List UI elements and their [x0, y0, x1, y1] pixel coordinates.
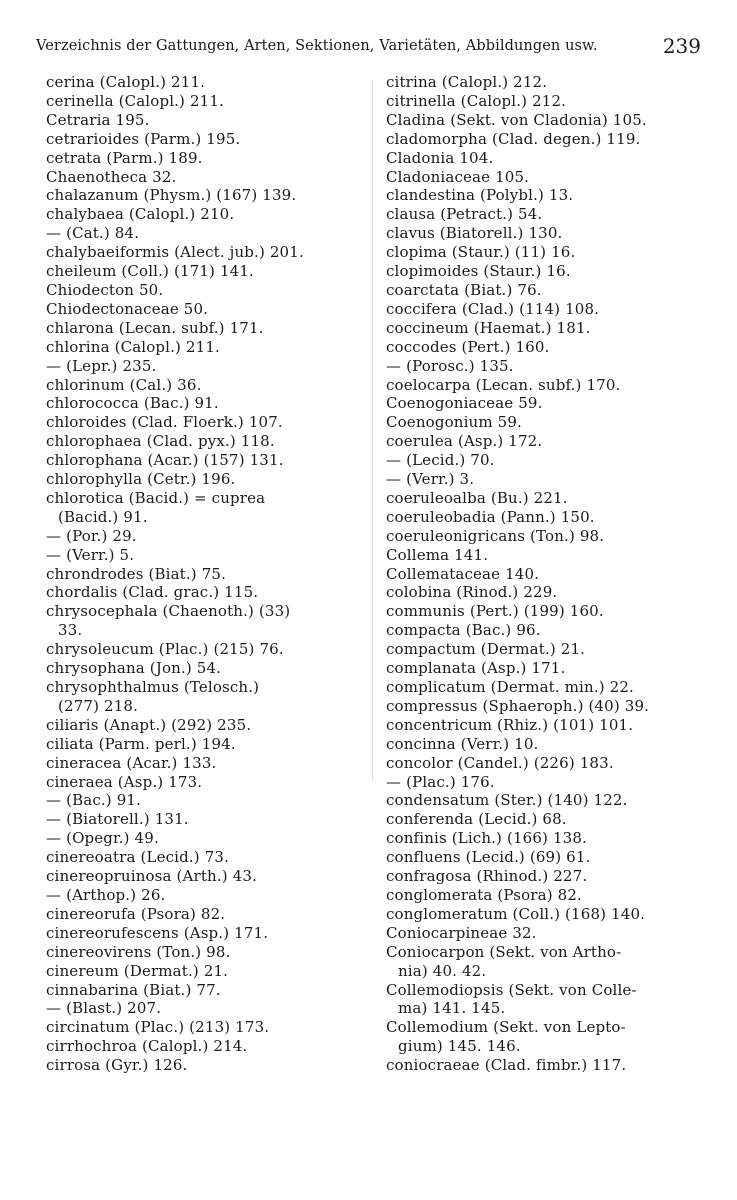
index-entry: nia) 40. 42.	[398, 961, 487, 980]
index-entry: compactum (Dermat.) 21.	[386, 640, 586, 659]
index-entry: ciliata (Parm. perl.) 194.	[46, 734, 236, 753]
index-entry: Coenogonium 59.	[386, 413, 522, 432]
page-header	[36, 34, 701, 60]
index-entry: colobina (Rinod.) 229.	[386, 583, 558, 602]
index-entry: — (Bac.) 91.	[46, 791, 142, 810]
index-entry: cetrarioides (Parm.) 195.	[46, 129, 241, 148]
index-entry: coelocarpa (Lecan. subf.) 170.	[386, 375, 621, 394]
index-entry: cinereopruinosa (Arth.) 43.	[46, 867, 257, 886]
index-entry: communis (Pert.) (199) 160.	[386, 602, 604, 621]
index-entry: (Bacid.) 91.	[58, 507, 148, 526]
index-entry: Cladina (Sekt. von Cladonia) 105.	[386, 110, 647, 129]
index-entry: chloroides (Clad. Floerk.) 107.	[46, 413, 283, 432]
index-entry: ma) 141. 145.	[398, 999, 506, 1018]
index-entry: chrysoleucum (Plac.) (215) 76.	[46, 640, 284, 659]
index-entry: coeruleoalba (Bu.) 221.	[386, 488, 568, 507]
index-entry: — (Por.) 29.	[46, 526, 137, 545]
index-entry: chrysophthalmus (Telosch.)	[46, 678, 260, 696]
index-entry: citrinella (Calopl.) 212.	[386, 91, 567, 110]
index-entry: chlorococca (Bac.) 91.	[46, 394, 219, 413]
index-entry: clandestina (Polybl.) 13.	[386, 186, 574, 205]
index-entry: chrondrodes (Biat.) 75.	[46, 564, 227, 583]
index-entry: coccifera (Clad.) (114) 108.	[386, 299, 600, 318]
index-entry: Collemodiopsis (Sekt. von Colle-	[386, 980, 637, 999]
index-entry: — (Plac.) 176.	[386, 772, 495, 791]
index-entry: coeruleonigricans (Ton.) 98.	[386, 526, 605, 545]
running-header-title: Verzeichnis der Gattungen, Arten, Sektionen, Varietäten, Abbildungen usw.	[36, 38, 598, 54]
index-entry: chlorotica (Bacid.) = cuprea	[46, 488, 266, 507]
index-entry: conglomeratum (Coll.) (168) 140.	[386, 904, 646, 923]
index-entry: Collema 141.	[386, 545, 489, 564]
index-entry: cinnabarina (Biat.) 77.	[46, 980, 221, 999]
index-entry: chlorophaea (Clad. pyx.) 118.	[46, 432, 275, 451]
index-entry: citrina (Calopl.) 212.	[386, 73, 548, 91]
page-number: 239	[662, 34, 701, 58]
index-entry: gium) 145. 146.	[398, 1037, 521, 1056]
index-entry: cirrosa (Gyr.) 126.	[46, 1056, 188, 1075]
index-column-right	[386, 73, 702, 1075]
index-entry: — (Porosc.) 135.	[386, 356, 514, 375]
index-entry: Cladonia 104.	[386, 148, 494, 167]
index-entry: Coenogoniaceae 59.	[386, 394, 543, 413]
index-entry: condensatum (Ster.) (140) 122.	[386, 791, 628, 810]
index-entry: coerulea (Asp.) 172.	[386, 432, 543, 451]
index-column-left	[46, 73, 364, 1075]
index-entry: Chaenotheca 32.	[46, 167, 177, 186]
index-entry: complicatum (Dermat. min.) 22.	[386, 678, 634, 696]
index-entry: — (Lecid.) 70.	[386, 451, 495, 470]
column-divider	[372, 80, 373, 780]
index-entry: chalybaea (Calopl.) 210.	[46, 205, 235, 224]
index-entry: clavus (Biatorell.) 130.	[386, 224, 563, 243]
index-entry: cinereum (Dermat.) 21.	[46, 961, 229, 980]
index-entry: cheileum (Coll.) (171) 141.	[46, 262, 254, 281]
index-entry: chalazanum (Physm.) (167) 139.	[46, 186, 297, 205]
index-entry: — (Blast.) 207.	[46, 999, 162, 1018]
index-entry: confluens (Lecid.) (69) 61.	[386, 848, 591, 867]
index-entry: Coniocarpon (Sekt. von Artho-	[386, 942, 622, 961]
index-entry: confragosa (Rhinod.) 227.	[386, 867, 588, 886]
index-entry: chlorinum (Cal.) 36.	[46, 375, 202, 394]
index-entry: Collemataceae 140.	[386, 564, 540, 583]
index-entry: chrysocephala (Chaenoth.) (33)	[46, 602, 291, 621]
index-entry: cinereorufa (Psora) 82.	[46, 904, 226, 923]
index-entry: confinis (Lich.) (166) 138.	[386, 829, 587, 848]
index-entry: — (Verr.) 3.	[386, 470, 475, 489]
index-entry: Collemodium (Sekt. von Lepto-	[386, 1018, 626, 1037]
index-entry: coeruleobadia (Pann.) 150.	[386, 507, 595, 526]
index-entry: — (Lepr.) 235.	[46, 356, 157, 375]
index-entry: cinereovirens (Ton.) 98.	[46, 942, 231, 961]
index-entry: — (Biatorell.) 131.	[46, 810, 189, 829]
index-entry: cirrhochroa (Calopl.) 214.	[46, 1037, 248, 1056]
index-entry: compacta (Bac.) 96.	[386, 621, 541, 640]
index-entry: cinereorufescens (Asp.) 171.	[46, 923, 269, 942]
index-entry: coarctata (Biat.) 76.	[386, 280, 542, 299]
index-entry: ciliaris (Anapt.) (292) 235.	[46, 715, 252, 734]
index-entry: (277) 218.	[58, 696, 139, 715]
index-entry: cerinella (Calopl.) 211.	[46, 91, 224, 110]
index-entry: concentricum (Rhiz.) (101) 101.	[386, 715, 634, 734]
index-entry: conferenda (Lecid.) 68.	[386, 810, 567, 829]
index-entry: clausa (Petract.) 54.	[386, 205, 543, 224]
index-entry: complanata (Asp.) 171.	[386, 659, 566, 678]
index-entry: chrysophana (Jon.) 54.	[46, 659, 222, 678]
index-entry: cineracea (Acar.) 133.	[46, 753, 217, 772]
index-entry: clopima (Staur.) (11) 16.	[386, 243, 576, 262]
index-entry: circinatum (Plac.) (213) 173.	[46, 1018, 270, 1037]
index-entry: Chiodecton 50.	[46, 280, 164, 299]
index-entry: coniocraeae (Clad. fimbr.) 117.	[386, 1056, 627, 1075]
index-entry: 33.	[58, 621, 83, 640]
index-entry: concolor (Candel.) (226) 183.	[386, 753, 614, 772]
index-entry: coccodes (Pert.) 160.	[386, 337, 550, 356]
index-entry: cetrata (Parm.) 189.	[46, 148, 203, 167]
index-entry: chordalis (Clad. grac.) 115.	[46, 583, 259, 602]
index-entry: concinna (Verr.) 10.	[386, 734, 539, 753]
index-entry: Chiodectonaceae 50.	[46, 299, 209, 318]
index-entry: compressus (Sphaeroph.) (40) 39.	[386, 696, 650, 715]
index-entry: — (Cat.) 84.	[46, 224, 140, 243]
index-entry: Cetraria 195.	[46, 110, 150, 129]
index-entry: cladomorpha (Clad. degen.) 119.	[386, 129, 641, 148]
index-entry: chalybaeiformis (Alect. jub.) 201.	[46, 243, 304, 262]
index-entry: coccineum (Haemat.) 181.	[386, 318, 591, 337]
index-entry: cineraea (Asp.) 173.	[46, 772, 203, 791]
index-entry: — (Arthop.) 26.	[46, 885, 166, 904]
index-entry: conglomerata (Psora) 82.	[386, 885, 582, 904]
index-entry: Coniocarpineae 32.	[386, 923, 537, 942]
index-entry: cerina (Calopl.) 211.	[46, 73, 206, 91]
index-entry: chlorina (Calopl.) 211.	[46, 337, 220, 356]
index-entry: chlorophylla (Cetr.) 196.	[46, 470, 236, 489]
index-entry: — (Verr.) 5.	[46, 545, 135, 564]
index-entry: cinereoatra (Lecid.) 73.	[46, 848, 229, 867]
index-entry: — (Opegr.) 49.	[46, 829, 159, 848]
index-entry: clopimoides (Staur.) 16.	[386, 262, 571, 281]
index-entry: chlarona (Lecan. subf.) 171.	[46, 318, 264, 337]
index-entry: Cladoniaceae 105.	[386, 167, 530, 186]
index-entry: chlorophana (Acar.) (157) 131.	[46, 451, 284, 470]
